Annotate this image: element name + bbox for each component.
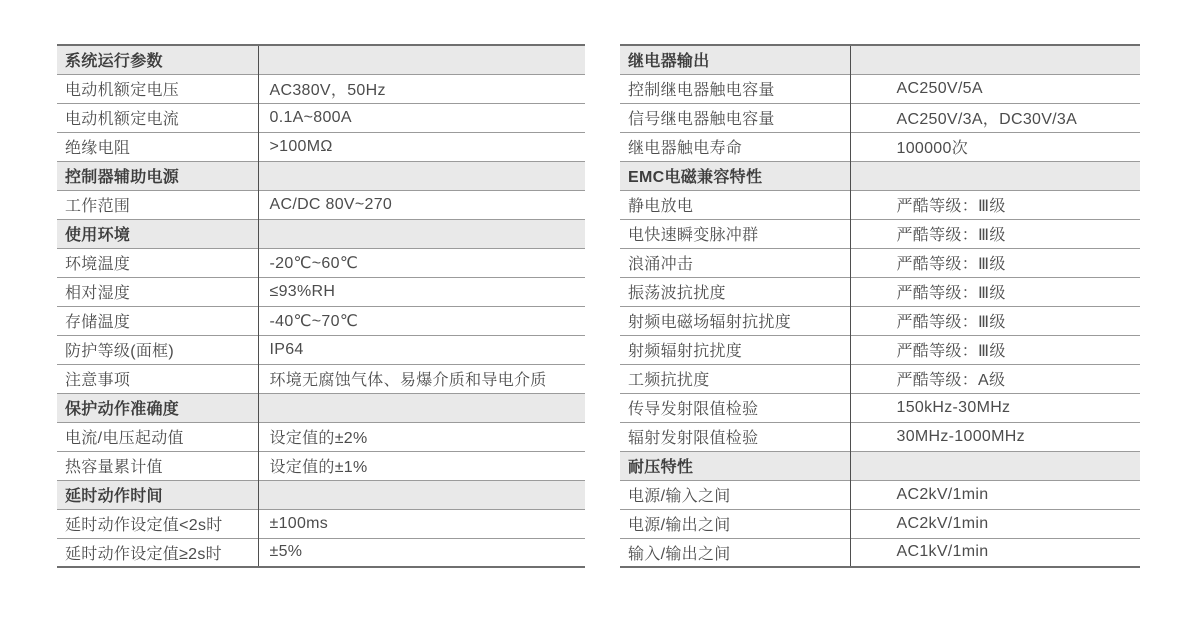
spec-label: 信号继电器触电容量 [620, 103, 850, 132]
spec-row [620, 480, 1140, 509]
section-header-row [620, 451, 1140, 480]
spec-label: 电源/输入之间 [620, 480, 850, 509]
spec-row [620, 335, 1140, 364]
spec-row [57, 248, 585, 277]
section-title: 耐压特性 [620, 451, 850, 480]
spec-row [57, 74, 585, 103]
spec-label: 存储温度 [57, 306, 258, 335]
relay-emc-specs-table-body [620, 45, 1140, 567]
spec-value: IP64 [258, 335, 585, 364]
spec-label: 电源/输出之间 [620, 509, 850, 538]
spec-label: 工作范围 [57, 190, 258, 219]
spec-row [620, 364, 1140, 393]
spec-value: -40℃~70℃ [258, 306, 585, 335]
spec-row [620, 509, 1140, 538]
spec-value: AC1kV/1min [850, 538, 1140, 567]
spec-label: 相对湿度 [57, 277, 258, 306]
spec-label: 延时动作设定值≥2s时 [57, 538, 258, 567]
spec-row [57, 509, 585, 538]
spec-value: 30MHz-1000MHz [850, 422, 1140, 451]
spec-row [57, 364, 585, 393]
spec-label: 静电放电 [620, 190, 850, 219]
section-title: 控制器辅助电源 [57, 161, 258, 190]
spec-row [620, 103, 1140, 132]
relay-emc-specs-table [620, 44, 1140, 568]
spec-value: 严酷等级：A级 [850, 364, 1140, 393]
section-title: 延时动作时间 [57, 480, 258, 509]
section-header-row [57, 161, 585, 190]
spec-value: AC250V/5A [850, 74, 1140, 103]
section-header-row [57, 219, 585, 248]
section-header-row [57, 480, 585, 509]
spec-value [258, 161, 585, 190]
spec-value: 150kHz-30MHz [850, 393, 1140, 422]
spec-value: 严酷等级：Ⅲ级 [850, 219, 1140, 248]
spec-row [620, 538, 1140, 567]
spec-value: AC2kV/1min [850, 480, 1140, 509]
spec-label: 防护等级(面框) [57, 335, 258, 364]
spec-row [620, 219, 1140, 248]
spec-value: >100MΩ [258, 132, 585, 161]
spec-label: 电动机额定电流 [57, 103, 258, 132]
spec-value [258, 45, 585, 74]
spec-value [258, 480, 585, 509]
section-title: EMC电磁兼容特性 [620, 161, 850, 190]
spec-value: 0.1A~800A [258, 103, 585, 132]
spec-value [258, 219, 585, 248]
spec-row [620, 248, 1140, 277]
section-header-row [57, 45, 585, 74]
spec-row [57, 277, 585, 306]
spec-value: -20℃~60℃ [258, 248, 585, 277]
spec-row [620, 277, 1140, 306]
spec-row [57, 422, 585, 451]
spec-row [620, 393, 1140, 422]
spec-value [850, 45, 1140, 74]
spec-value: 严酷等级：Ⅲ级 [850, 248, 1140, 277]
spec-label: 振荡波抗扰度 [620, 277, 850, 306]
spec-row [57, 132, 585, 161]
spec-value: 100000次 [850, 132, 1140, 161]
spec-label: 注意事项 [57, 364, 258, 393]
spec-row [57, 306, 585, 335]
system-specs-table [57, 44, 585, 568]
spec-value: 严酷等级：Ⅲ级 [850, 335, 1140, 364]
spec-value: 环境无腐蚀气体、易爆介质和导电介质 [258, 364, 585, 393]
section-header-row [620, 161, 1140, 190]
spec-value: 设定值的±2% [258, 422, 585, 451]
spec-label: 电动机额定电压 [57, 74, 258, 103]
spec-label: 射频电磁场辐射抗扰度 [620, 306, 850, 335]
spec-label: 辐射发射限值检验 [620, 422, 850, 451]
section-title: 使用环境 [57, 219, 258, 248]
section-header-row [57, 393, 585, 422]
spec-label: 控制继电器触电容量 [620, 74, 850, 103]
spec-row [57, 103, 585, 132]
spec-row [57, 335, 585, 364]
spec-value [850, 161, 1140, 190]
spec-value: 严酷等级：Ⅲ级 [850, 277, 1140, 306]
spec-value: AC/DC 80V~270 [258, 190, 585, 219]
spec-value: AC250V/3A，DC30V/3A [850, 103, 1140, 132]
spec-label: 浪涌冲击 [620, 248, 850, 277]
spec-label: 射频辐射抗扰度 [620, 335, 850, 364]
spec-label: 工频抗扰度 [620, 364, 850, 393]
spec-row [620, 422, 1140, 451]
spec-label: 热容量累计值 [57, 451, 258, 480]
spec-row [57, 190, 585, 219]
spec-row [57, 451, 585, 480]
spec-value: AC380V，50Hz [258, 74, 585, 103]
section-title: 保护动作准确度 [57, 393, 258, 422]
spec-value: AC2kV/1min [850, 509, 1140, 538]
spec-value: ±5% [258, 538, 585, 567]
spec-label: 继电器触电寿命 [620, 132, 850, 161]
section-title: 继电器输出 [620, 45, 850, 74]
section-header-row [620, 45, 1140, 74]
spec-row [57, 538, 585, 567]
spec-label: 电快速瞬变脉冲群 [620, 219, 850, 248]
spec-value: 设定值的±1% [258, 451, 585, 480]
spec-label: 环境温度 [57, 248, 258, 277]
system-specs-table-body [57, 45, 585, 567]
spec-label: 输入/输出之间 [620, 538, 850, 567]
spec-value: 严酷等级：Ⅲ级 [850, 306, 1140, 335]
spec-label: 电流/电压起动值 [57, 422, 258, 451]
spec-row [620, 306, 1140, 335]
spec-value [850, 451, 1140, 480]
spec-value: ±100ms [258, 509, 585, 538]
spec-row [620, 74, 1140, 103]
spec-row [620, 190, 1140, 219]
spec-value [258, 393, 585, 422]
spec-row [620, 132, 1140, 161]
spec-label: 延时动作设定值<2s时 [57, 509, 258, 538]
spec-label: 传导发射限值检验 [620, 393, 850, 422]
section-title: 系统运行参数 [57, 45, 258, 74]
spec-label: 绝缘电阻 [57, 132, 258, 161]
spec-value: 严酷等级：Ⅲ级 [850, 190, 1140, 219]
spec-value: ≤93%RH [258, 277, 585, 306]
